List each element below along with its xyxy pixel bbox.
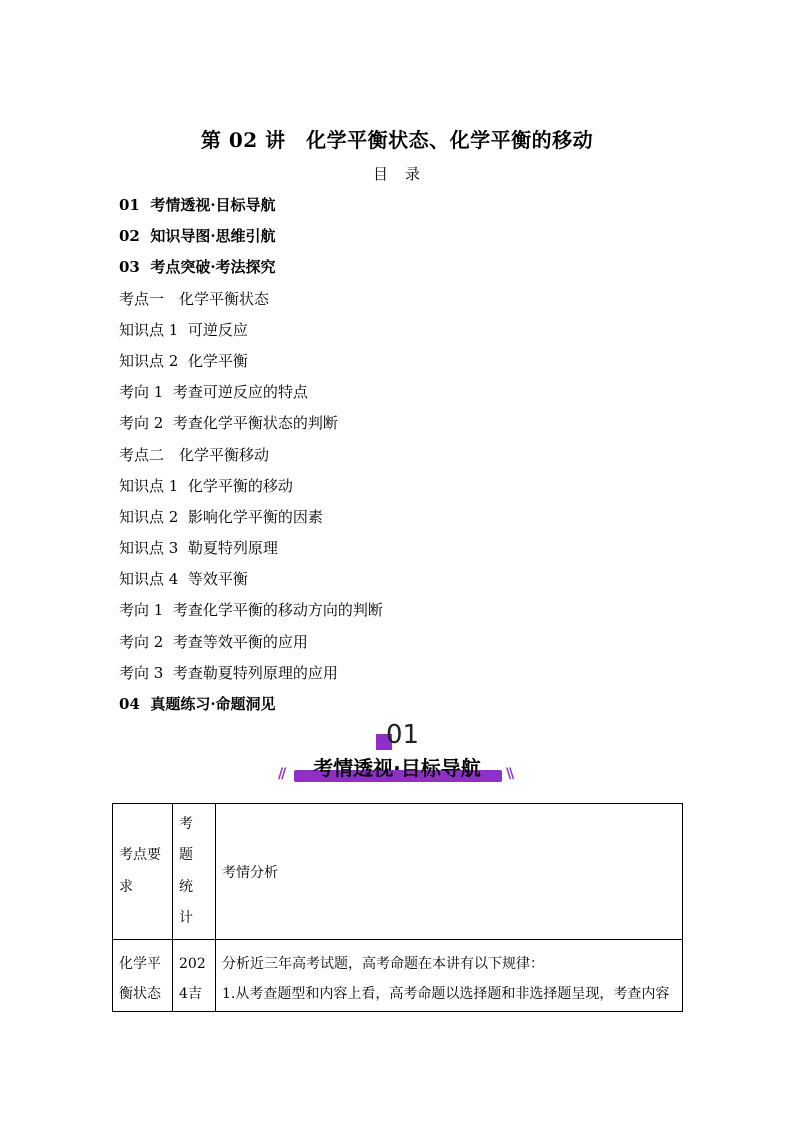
table-row: [113, 940, 683, 1012]
table-of-contents: [119, 194, 383, 724]
table-header-row: [113, 804, 683, 940]
toc-item[interactable]: 考向 1 考查可逆反应的特点: [119, 383, 308, 402]
toc-item[interactable]: 知识点 3 勒夏特列原理: [119, 539, 278, 558]
banner-number: 01: [386, 720, 420, 750]
toc-item[interactable]: 知识点 1 化学平衡的移动: [119, 476, 293, 495]
row-cell-analysis: 分析近三年高考试题，高考命题在本讲有以下规律： 1.从考查题型和内容上看，高考命题以选择题和非选择题呈现，考查内容: [216, 940, 683, 1012]
banner-title: 考情透视·目标导航: [313, 756, 481, 780]
toc-item[interactable]: 考点二 化学平衡移动: [119, 445, 270, 464]
header-cell-statistics: 考 题 统 计: [173, 804, 216, 940]
toc-item[interactable]: 考向 3 考查勒夏特列原理的应用: [119, 663, 338, 682]
row-cell-requirement: 化学平 衡状态: [113, 940, 173, 1012]
toc-item[interactable]: 03 考点突破·考法探究: [119, 258, 276, 277]
toc-item[interactable]: 知识点 2 影响化学平衡的因素: [119, 507, 323, 526]
toc-heading: 目 录: [372, 165, 421, 183]
toc-item[interactable]: 知识点 4 等效平衡: [119, 570, 248, 589]
toc-item[interactable]: 01 考情透视·目标导航: [119, 196, 276, 214]
exam-analysis-table: [112, 803, 683, 1012]
toc-item[interactable]: 知识点 2 化学平衡: [119, 351, 248, 370]
row-cell-statistics: 202 4吉: [173, 940, 216, 1012]
toc-item[interactable]: 考点一 化学平衡状态: [119, 289, 270, 308]
toc-item[interactable]: 考向 1 考查化学平衡的移动方向的判断: [119, 601, 383, 620]
toc-item[interactable]: 知识点 1 可逆反应: [119, 320, 248, 339]
toc-item[interactable]: 02 知识导图·思维引航: [119, 227, 276, 246]
page-title: 第 02 讲 化学平衡状态、化学平衡的移动: [200, 128, 594, 152]
toc-item[interactable]: 考向 2 考查等效平衡的应用: [119, 632, 308, 651]
header-cell-requirement: 考点要 求: [113, 804, 173, 940]
section-banner: [276, 720, 518, 788]
toc-item[interactable]: 04 真题练习·命题洞见: [119, 695, 276, 713]
toc-item[interactable]: 考向 2 考查化学平衡状态的判断: [119, 414, 338, 433]
banner-slash-right-icon: \\: [506, 766, 513, 782]
banner-slash-left-icon: //: [278, 766, 285, 782]
header-cell-analysis: 考情分析: [216, 804, 683, 940]
